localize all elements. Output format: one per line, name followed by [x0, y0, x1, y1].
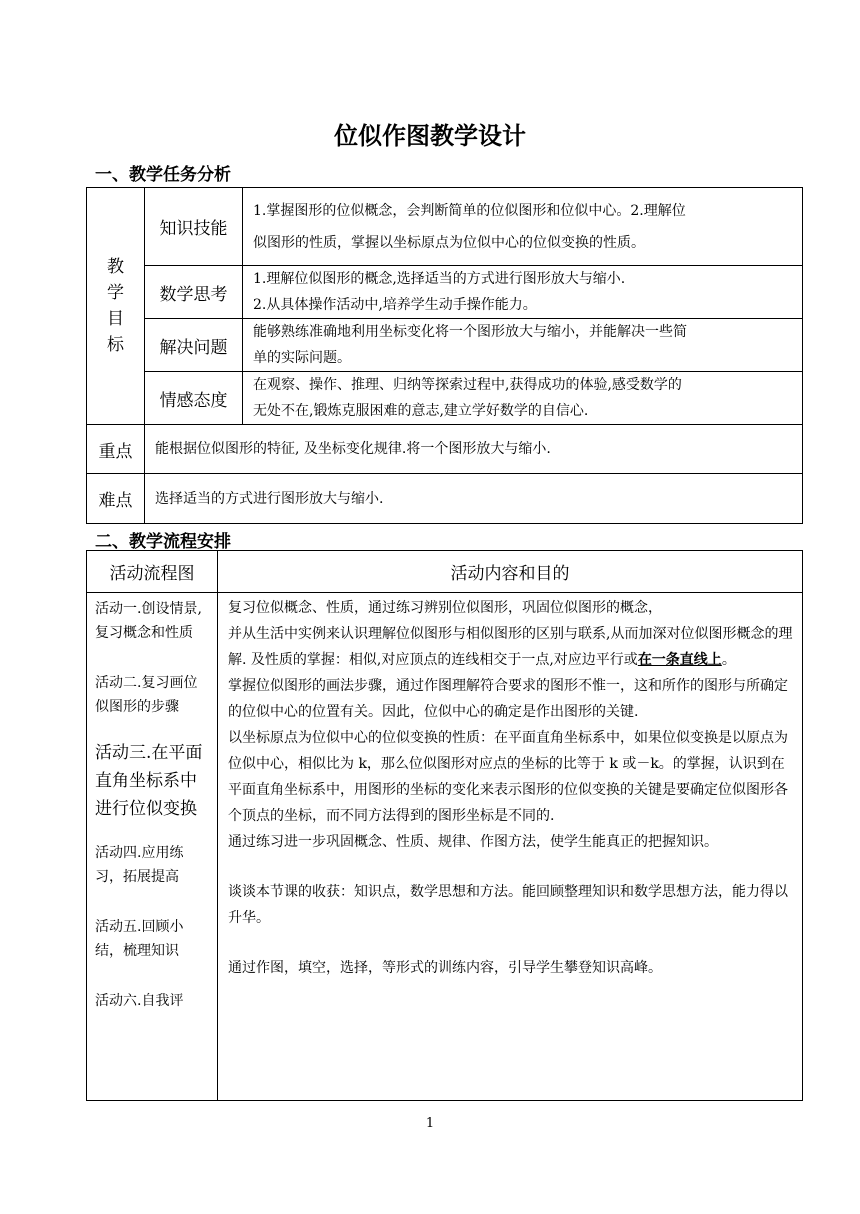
list-item: 活动二.复习画位似图形的步骤 — [95, 675, 198, 715]
goal-content-math-thinking: 1.理解位似图形的概念,选择适当的方式进行图形放大与缩小. 2.从具体操作活动中,培养学生动手操作能力。 — [243, 266, 803, 319]
list-item: 活动五.回顾小结，梳理知识 — [95, 919, 184, 959]
goal-label-attitude: 情感态度 — [145, 372, 243, 425]
table-row — [87, 266, 803, 319]
goals-group-label: 教 学 目 标 — [87, 188, 145, 425]
underlined-phrase: 在一条直线上 — [637, 652, 722, 668]
goal-label-math-thinking: 数学思考 — [145, 266, 243, 319]
task-analysis-table — [86, 187, 803, 524]
key-point-label: 重点 — [87, 425, 145, 474]
teaching-flow-table — [86, 550, 803, 1101]
list-item: 活动一.创设情景,复习概念和性质 — [95, 601, 202, 641]
key-point-text: 能根据位似图形的特征, 及坐标变化规律.将一个图形放大与缩小. — [145, 425, 803, 474]
activity-list — [87, 593, 218, 1101]
goal-content-knowledge: 1.掌握图形的位似概念，会判断简单的位似图形和位似中心。2.理解位 似图形的性质，掌握以坐标原点为位似中心的位似变换的性质。 — [243, 188, 803, 266]
table-row — [87, 188, 803, 266]
content-paragraph-1a: 复习位似概念、性质，通过练习辨别位似图形，巩固位似图形的概念， — [228, 600, 662, 616]
section-heading-task-analysis: 一、教学任务分析 — [95, 165, 231, 185]
difficulty-label: 难点 — [87, 474, 145, 524]
list-item: 活动四.应用练习，拓展提高 — [95, 845, 184, 885]
content-paragraph-3: 以坐标原点为位似中心的位似变换的性质：在平面直角坐标系中，如果位似变换是以原点为位似中心，相似比为 k，那么位似图形对应点的坐标的比等于 k 或－k。的掌握，认识到在平面直角坐标系中，用图形的坐标的变化来表示图形的位似变换的关键是要确定位似图形各个顶点的坐标，而不同方法得到的图形坐标是不同的. — [228, 730, 788, 824]
difficulty-text: 选择适当的方式进行图形放大与缩小. — [145, 474, 803, 524]
section-heading-flow: 二、教学流程安排 — [95, 532, 231, 552]
activity-content — [218, 593, 803, 1101]
table-row — [87, 319, 803, 372]
content-paragraph-4: 通过练习进一步巩固概念、性质、规律、作图方法，使学生能真正的把握知识。 — [228, 834, 718, 850]
table-row — [87, 425, 803, 474]
page-number: 1 — [425, 1116, 435, 1131]
goal-content-attitude: 在观察、操作、推理、归纳等探索过程中,获得成功的体验,感受数学的 无处不在,锻炼克服困难的意志,建立学好数学的自信心. — [243, 372, 803, 425]
table-row — [87, 551, 803, 593]
flow-header-activities: 活动流程图 — [87, 551, 218, 593]
content-paragraph-2: 掌握位似图形的画法步骤，通过作图理解符合要求的图形不惟一，这和所作的图形与所确定的位似中心的位置有关。因此，位似中心的确定是作出图形的关键. — [228, 678, 788, 720]
table-row — [87, 474, 803, 524]
content-paragraph-5: 谈谈本节课的收获：知识点，数学思想和方法。能回顾整理知识和数学思想方法，能力得以升华。 — [228, 884, 788, 926]
page-title: 位似作图教学设计 — [334, 122, 526, 150]
content-paragraph-6: 通过作图，填空，选择，等形式的训练内容，引导学生攀登知识高峰。 — [228, 960, 662, 976]
list-item: 活动三.在平面直角坐标系中进行位似变换 — [95, 743, 203, 819]
goal-label-problem-solving: 解决问题 — [145, 319, 243, 372]
table-row — [87, 593, 803, 1101]
content-paragraph-1: 并从生活中实例来认识理解位似图形与相似图形的区别与联系,从而加深对位似图形概念的理解. 及性质的掌握：相似,对应顶点的连线相交于一点,对应边平行或在一条直线上。 — [228, 626, 793, 668]
table-row — [87, 372, 803, 425]
list-item: 活动六.自我评 — [95, 993, 184, 1009]
goal-label-knowledge: 知识技能 — [145, 188, 243, 266]
flow-header-content: 活动内容和目的 — [218, 551, 803, 593]
goal-content-problem-solving: 能够熟练准确地利用坐标变化将一个图形放大与缩小，并能解决一些简 单的实际问题。 — [243, 319, 803, 372]
